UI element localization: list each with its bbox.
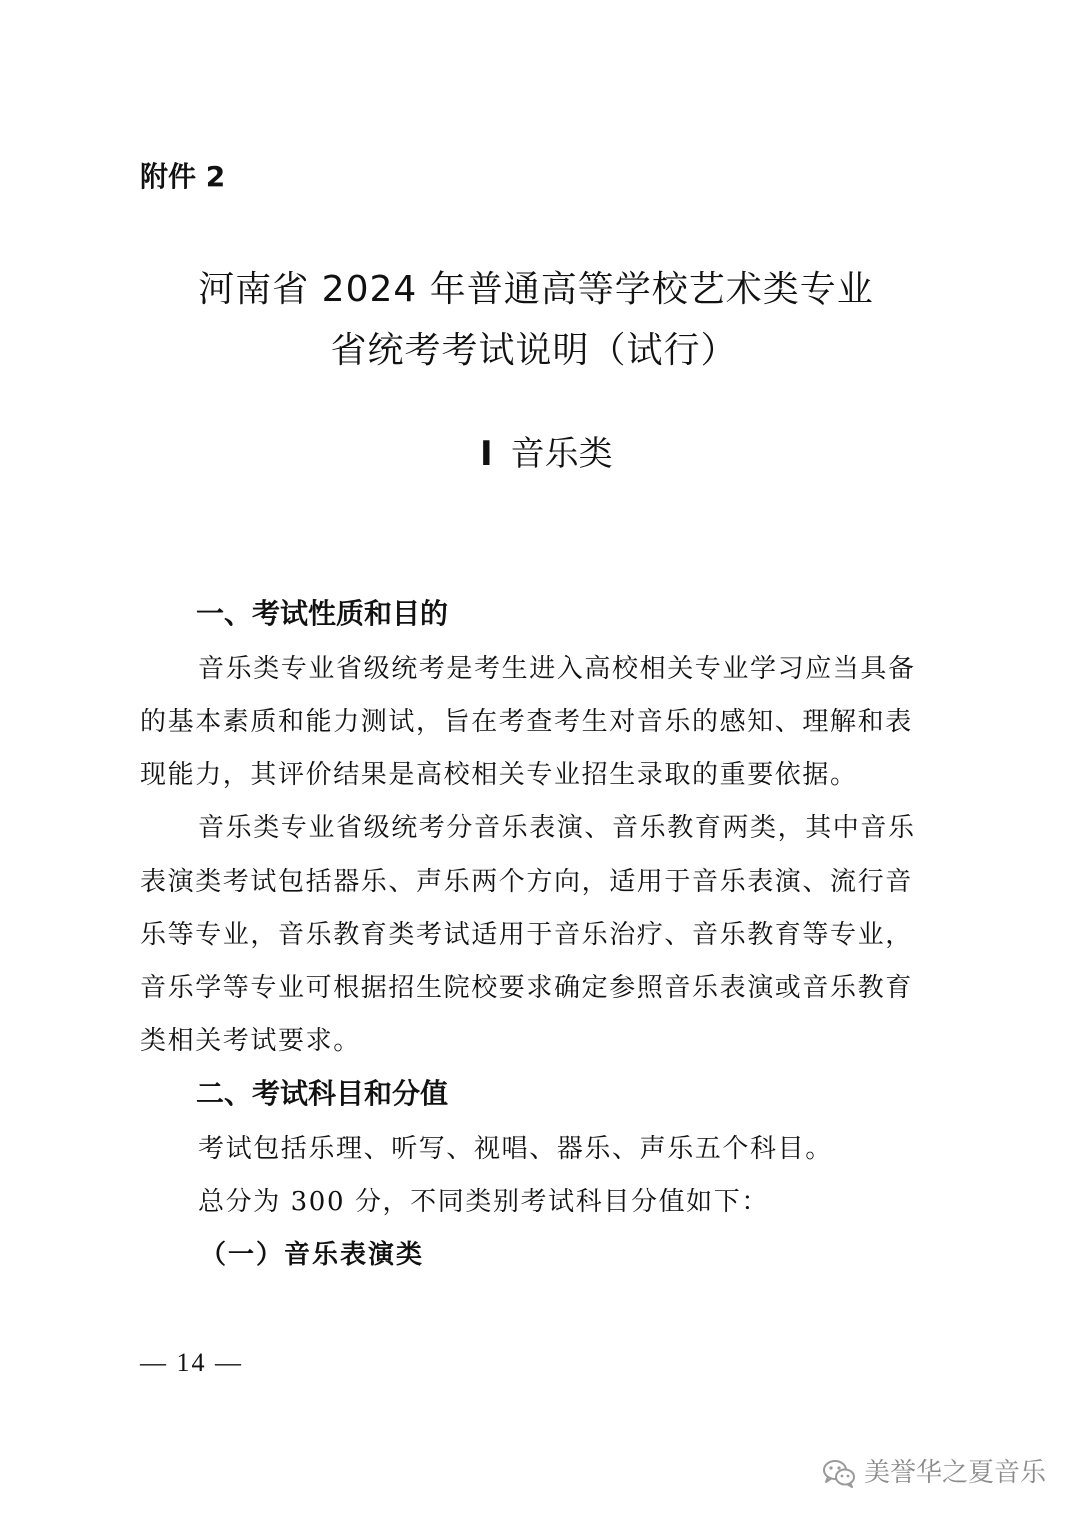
section-numeral: I <box>480 434 493 474</box>
paragraph-line: 类相关考试要求。 <box>140 1026 361 1056</box>
paragraph-line: 乐等专业，音乐教育类考试适用于音乐治疗、音乐教育等专业， <box>140 920 913 950</box>
page-number: — 14 — <box>140 1348 243 1377</box>
watermark-text: 美誉华之夏音乐 <box>864 1458 1047 1488</box>
watermark <box>822 1456 1046 1490</box>
paragraph-line: 表演类考试包括器乐、声乐两个方向，适用于音乐表演、流行音 <box>140 867 913 897</box>
wechat-icon <box>822 1458 856 1488</box>
paragraph-line: 考试包括乐理、听写、视唱、器乐、声乐五个科目。 <box>198 1134 833 1164</box>
document-title-line-2: 省统考考试说明（试行） <box>330 330 738 371</box>
part-2-heading: 二、考试科目和分值 <box>196 1077 449 1110</box>
document-title-line-1: 河南省 2024 年普通高等学校艺术类专业 <box>198 269 874 310</box>
paragraph-line: 音乐类专业省级统考是考生进入高校相关专业学习应当具备 <box>198 654 916 684</box>
subsection-heading: （一）音乐表演类 <box>200 1240 425 1270</box>
paragraph-line: 的基本素质和能力测试，旨在考查考生对音乐的感知、理解和表 <box>140 707 913 737</box>
attachment-label: 附件 2 <box>140 160 226 193</box>
paragraph-line: 总分为 300 分，不同类别考试科目分值如下： <box>198 1187 769 1217</box>
paragraph-line: 音乐学等专业可根据招生院校要求确定参照音乐表演或音乐教育 <box>140 973 913 1003</box>
part-1-heading: 一、考试性质和目的 <box>196 597 449 630</box>
paragraph-line: 现能力，其评价结果是高校相关专业招生录取的重要依据。 <box>140 760 858 790</box>
section-heading <box>480 432 613 476</box>
section-name: 音乐类 <box>510 434 613 474</box>
paragraph-line: 音乐类专业省级统考分音乐表演、音乐教育两类，其中音乐 <box>198 813 916 843</box>
